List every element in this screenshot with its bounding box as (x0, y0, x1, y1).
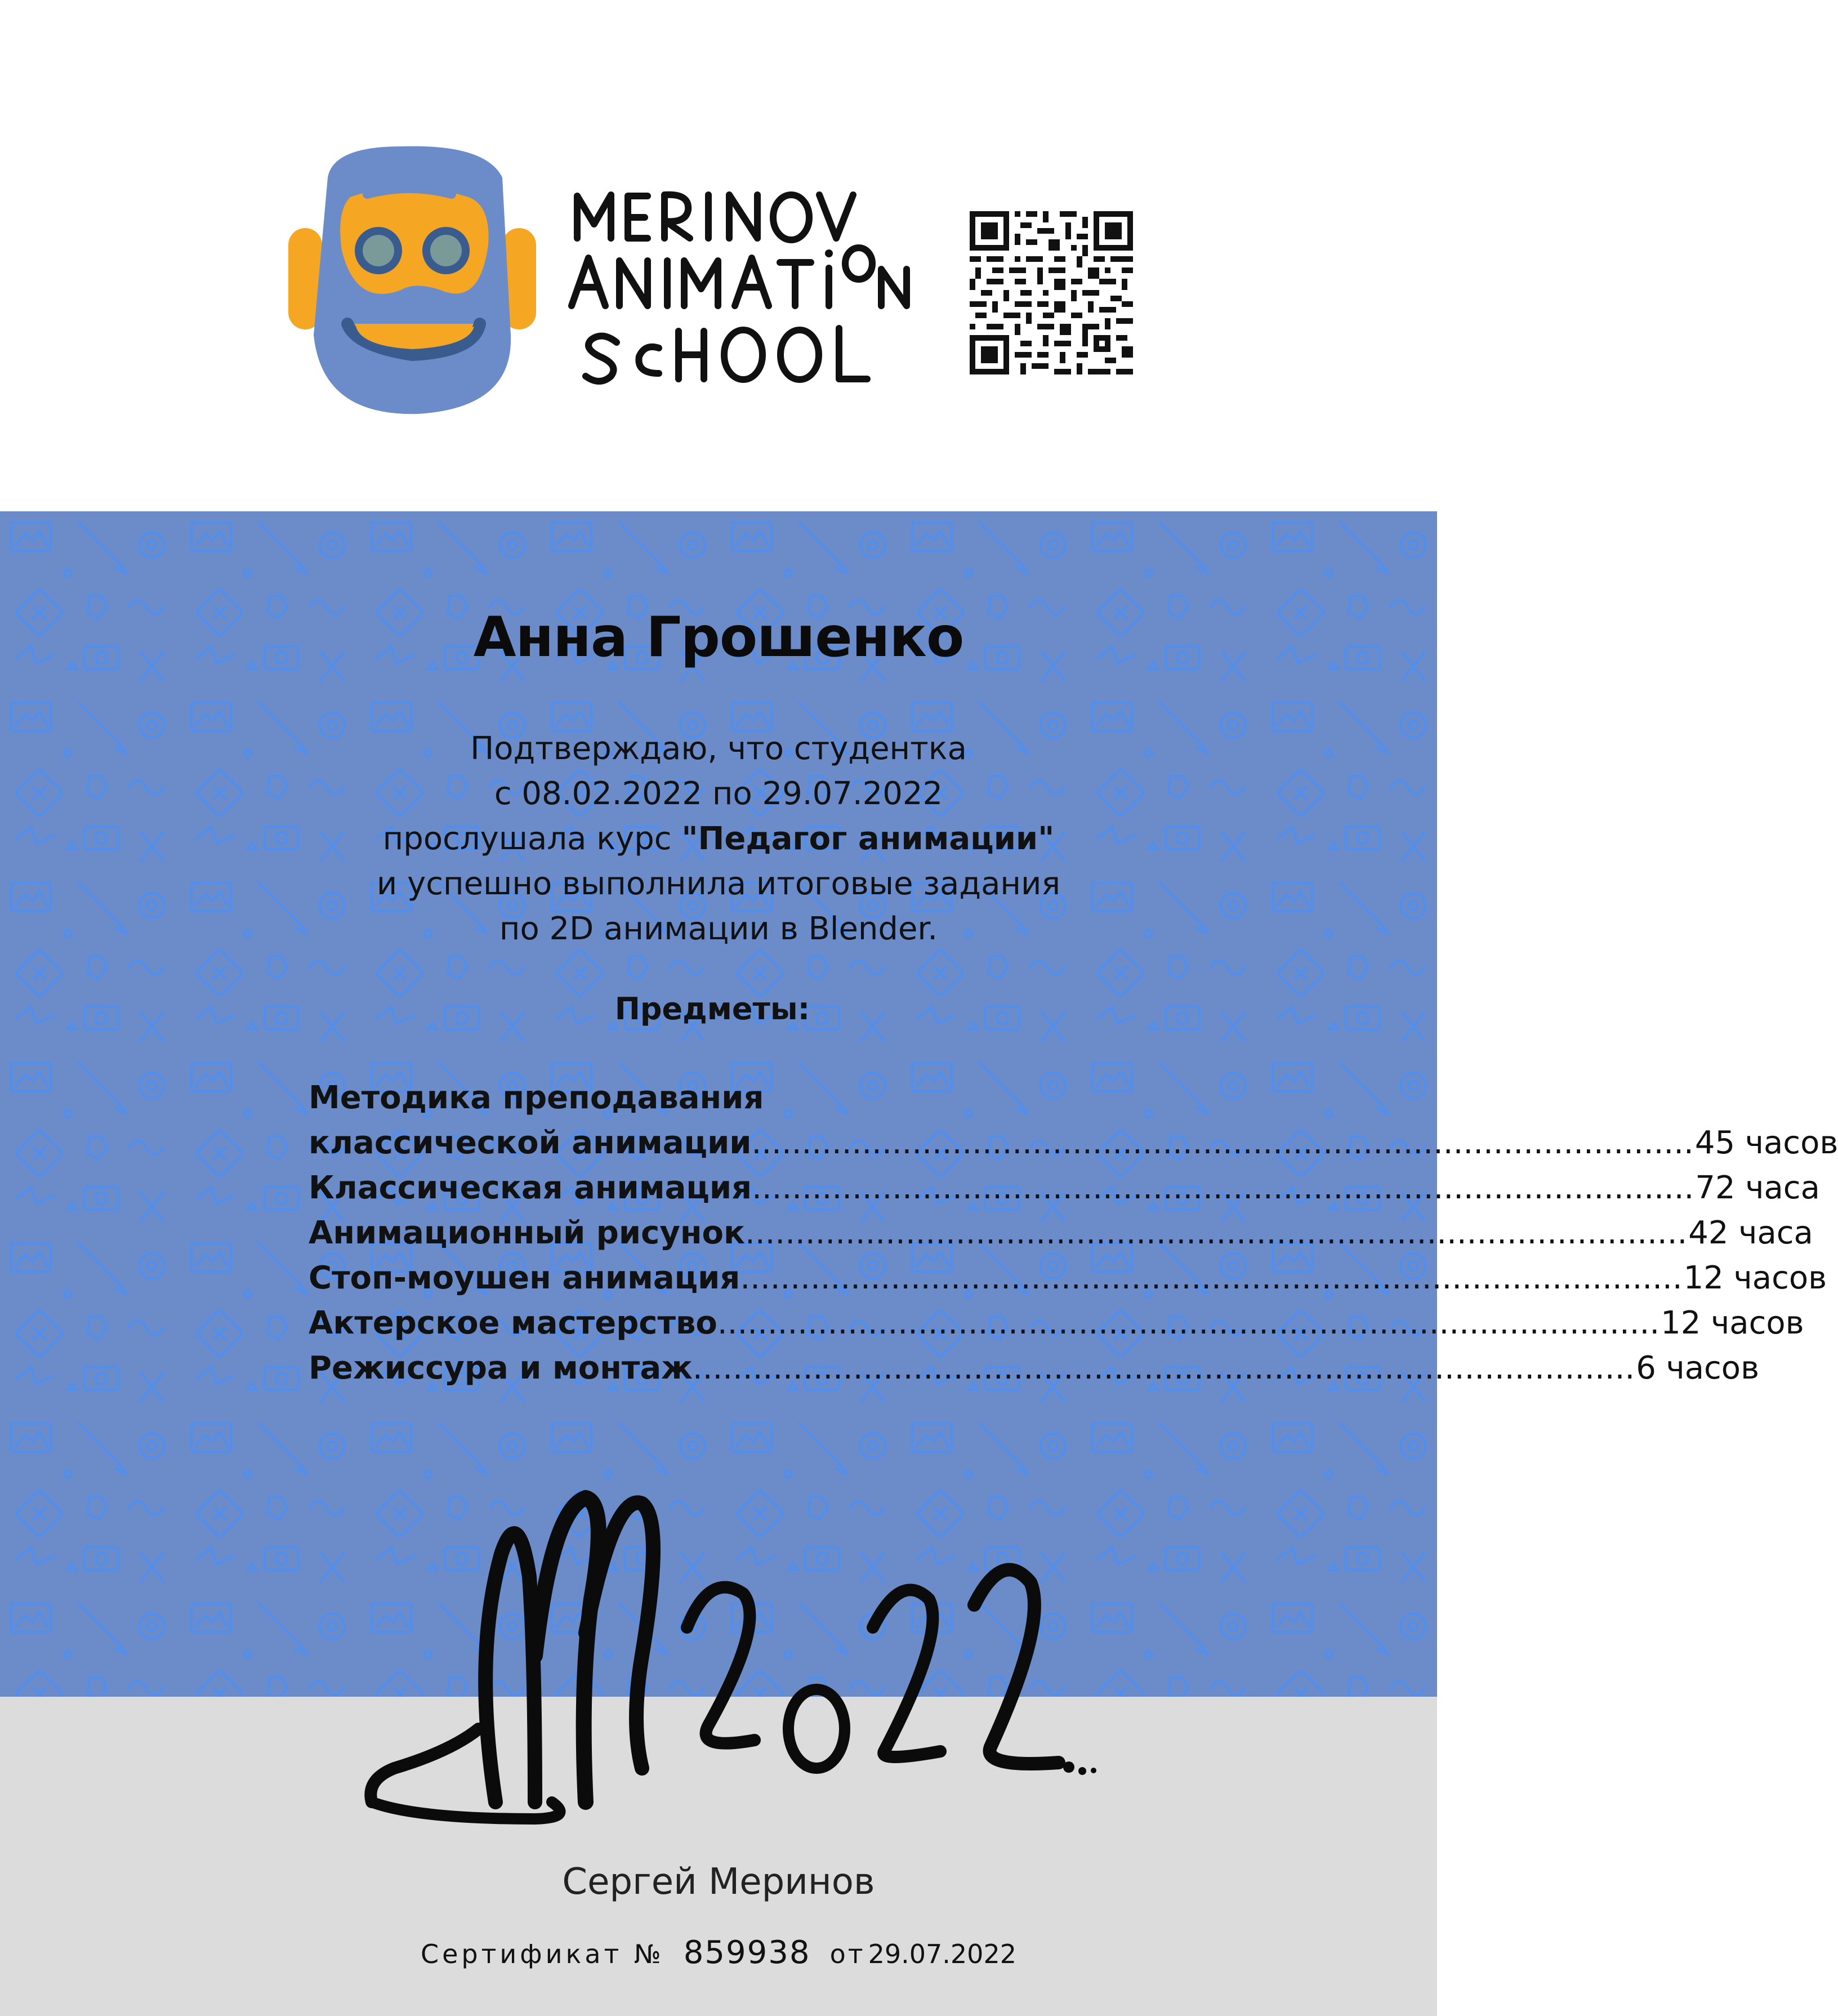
subject-label-line1: Методика преподавания (309, 1080, 764, 1116)
certificate-statement (240, 726, 1197, 952)
subject-row (309, 1301, 1804, 1346)
subject-row (309, 1211, 1813, 1256)
leader-dots: .............................................................................................. (751, 1125, 1694, 1161)
subject-label: Актерское мастерство (309, 1305, 717, 1341)
leader-dots: .............................................................................................. (752, 1170, 1694, 1206)
subject-hours: 72 часа (1695, 1170, 1820, 1206)
leader-dots: .............................................................................................. (692, 1350, 1635, 1386)
subjects-heading: Предметы: (614, 991, 810, 1027)
certificate-header (0, 0, 1437, 511)
subject-label: Режиссура и монтаж (309, 1350, 693, 1386)
school-wordmark-logo (569, 179, 918, 399)
statement-line-5: по 2D анимации в Blender. (499, 911, 938, 947)
certificate-number: 859938 (683, 1934, 811, 1971)
leader-dots: .............................................................................................. (745, 1215, 1688, 1251)
certificate-from-label: от (829, 1939, 866, 1969)
certificate-number-line (0, 1934, 1437, 1971)
subject-label: Стоп-моушен анимация (309, 1260, 740, 1296)
subject-row (309, 1121, 1838, 1166)
statement-line-4: и успешно выполнила итоговые задания (376, 866, 1061, 902)
subject-hours: 12 часов (1683, 1260, 1827, 1296)
statement-period: с 08.02.2022 по 29.07.2022 (494, 775, 943, 812)
subject-hours: 12 часов (1661, 1305, 1804, 1341)
school-mascot-logo-icon (288, 144, 536, 420)
signer-name: Сергей Меринов (562, 1861, 875, 1903)
qr-code-icon (970, 211, 1133, 374)
subject-row (309, 1346, 1760, 1391)
leader-dots: .............................................................................................. (740, 1260, 1683, 1296)
subject-label: классической анимации (309, 1125, 752, 1161)
course-name: "Педагог анимации" (681, 820, 1055, 857)
subject-label: Классическая анимация (309, 1170, 752, 1206)
leader-dots: .............................................................................................. (717, 1305, 1660, 1341)
subject-hours: 6 часов (1636, 1350, 1760, 1386)
subjects-list (309, 1076, 1838, 1391)
certificate-label: Сертификат № (421, 1939, 664, 1969)
statement-course-prefix: прослушала курс (382, 820, 682, 857)
subject-hours: 42 часа (1688, 1215, 1813, 1251)
subject-label: Анимационный рисунок (309, 1215, 746, 1251)
subject-row (309, 1076, 1131, 1121)
subject-row (309, 1166, 1820, 1211)
subject-row (309, 1256, 1827, 1301)
statement-course-line (240, 817, 1197, 862)
statement-line-1: Подтверждаю, что студентка (470, 730, 967, 767)
handwritten-signature (349, 1487, 1137, 1836)
certificate-date: 29.07.2022 (868, 1939, 1016, 1969)
student-name: Анна Грошенко (473, 605, 964, 670)
subject-hours: 45 часов (1694, 1125, 1838, 1161)
